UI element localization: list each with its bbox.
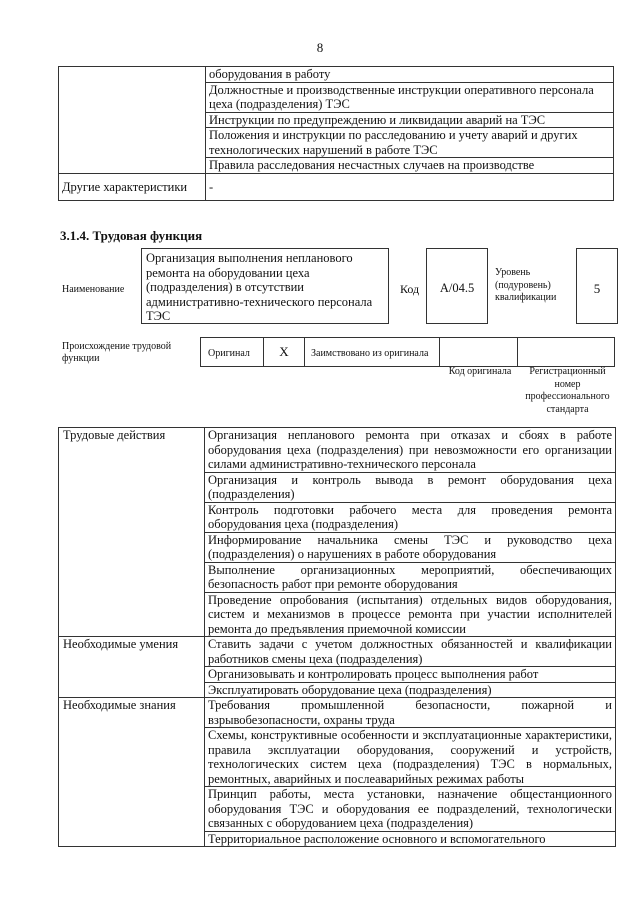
knowledge-label: Необходимые знания <box>59 698 205 847</box>
skill-item: Ставить задачи с учетом должностных обязанностей и квалификации работников смены цеха (подразделения) <box>205 637 616 667</box>
code-caption: Код оригинала <box>448 366 512 377</box>
knowledge-item: Требования промышленной безопасности, пожарной и взрывобезопасности, охраны труда <box>205 698 616 728</box>
actions-label: Трудовые действия <box>59 428 205 637</box>
action-item: Проведение опробования (испытания) отдельных видов оборудования, систем и механизмов в процессе ремонта при участии исполнителей ремонта до предъявления приемочной комиссии <box>205 592 616 637</box>
skills-label: Необходимые умения <box>59 637 205 698</box>
details-table <box>58 427 616 847</box>
code-label: Код <box>400 282 420 296</box>
empty-cell <box>59 67 206 174</box>
name-label: Наименование <box>62 284 125 295</box>
table-line: Инструкции по предупреждению и ликвидации аварий на ТЭС <box>206 112 614 128</box>
knowledge-item: Территориальное расположение основного и вспомогательного <box>205 831 616 847</box>
other-value: - <box>206 173 614 200</box>
action-item: Контроль подготовки рабочего места для проведения ремонта оборудования цеха (подразделения) <box>205 502 616 532</box>
origin-label: Происхождение трудовой функции <box>62 341 172 364</box>
action-item: Информирование начальника смены ТЭС и руководство цеха (подразделения) о нарушениях в работе оборудования <box>205 532 616 562</box>
table-line: Правила расследования несчастных случаев на производстве <box>206 158 614 174</box>
reg-caption: Регистрационный номер профессионального стандарта <box>525 366 610 415</box>
divider <box>517 338 518 366</box>
origin-row <box>200 337 615 367</box>
table-line: оборудования в работу <box>206 67 614 83</box>
original-mark: X <box>263 338 305 366</box>
skill-item: Эксплуатировать оборудование цеха (подразделения) <box>205 682 616 698</box>
knowledge-item: Схемы, конструктивные особенности и эксплуатационные характеристики, правила эксплуатации оборудования, сооружений и устройств, технологических систем цеха (подразделения) ТЭС в нормальных, ремонтных, аварийных и послеаварийных режимах работы <box>205 728 616 787</box>
action-item: Организация непланового ремонта при отказах и сбоях в работе оборудования цеха (подразделения) при невозможности его организации силами административно-технического персонала <box>205 428 616 473</box>
table-line: Положения и инструкции по расследованию и учету аварий и других технологических нарушений в работе ТЭС <box>206 128 614 158</box>
function-code: А/04.5 <box>426 248 488 324</box>
table-line: Должностные и производственные инструкции оперативного персонала цеха (подразделения) ТЭС <box>206 82 614 112</box>
function-name: Организация выполнения непланового ремонта на оборудовании цеха (подразделения) в отсутствии административно-технического персонала ТЭС <box>141 248 389 324</box>
page-number: 8 <box>316 40 324 55</box>
borrowed-label: Заимствовано из оригинала <box>311 348 429 359</box>
action-item: Выполнение организационных мероприятий, обеспечивающих безопасность работ при ремонте оборудования <box>205 562 616 592</box>
knowledge-item: Принцип работы, места установки, назначение общестанционного оборудования ТЭС и оборудования ее подразделений, технологически связанных с оборудованием цеха (подразделения) <box>205 787 616 832</box>
section-heading: 3.1.4. Трудовая функция <box>60 228 203 243</box>
other-label: Другие характеристики <box>59 173 206 200</box>
action-item: Организация и контроль вывода в ремонт оборудования цеха (подразделения) <box>205 472 616 502</box>
divider <box>439 338 440 366</box>
level-label: Уровень (подуровень) квалификации <box>495 267 557 303</box>
skill-item: Организовывать и контролировать процесс выполнения работ <box>205 667 616 683</box>
level-value: 5 <box>576 248 618 324</box>
top-table <box>58 66 614 201</box>
original-label: Оригинал <box>208 348 250 359</box>
